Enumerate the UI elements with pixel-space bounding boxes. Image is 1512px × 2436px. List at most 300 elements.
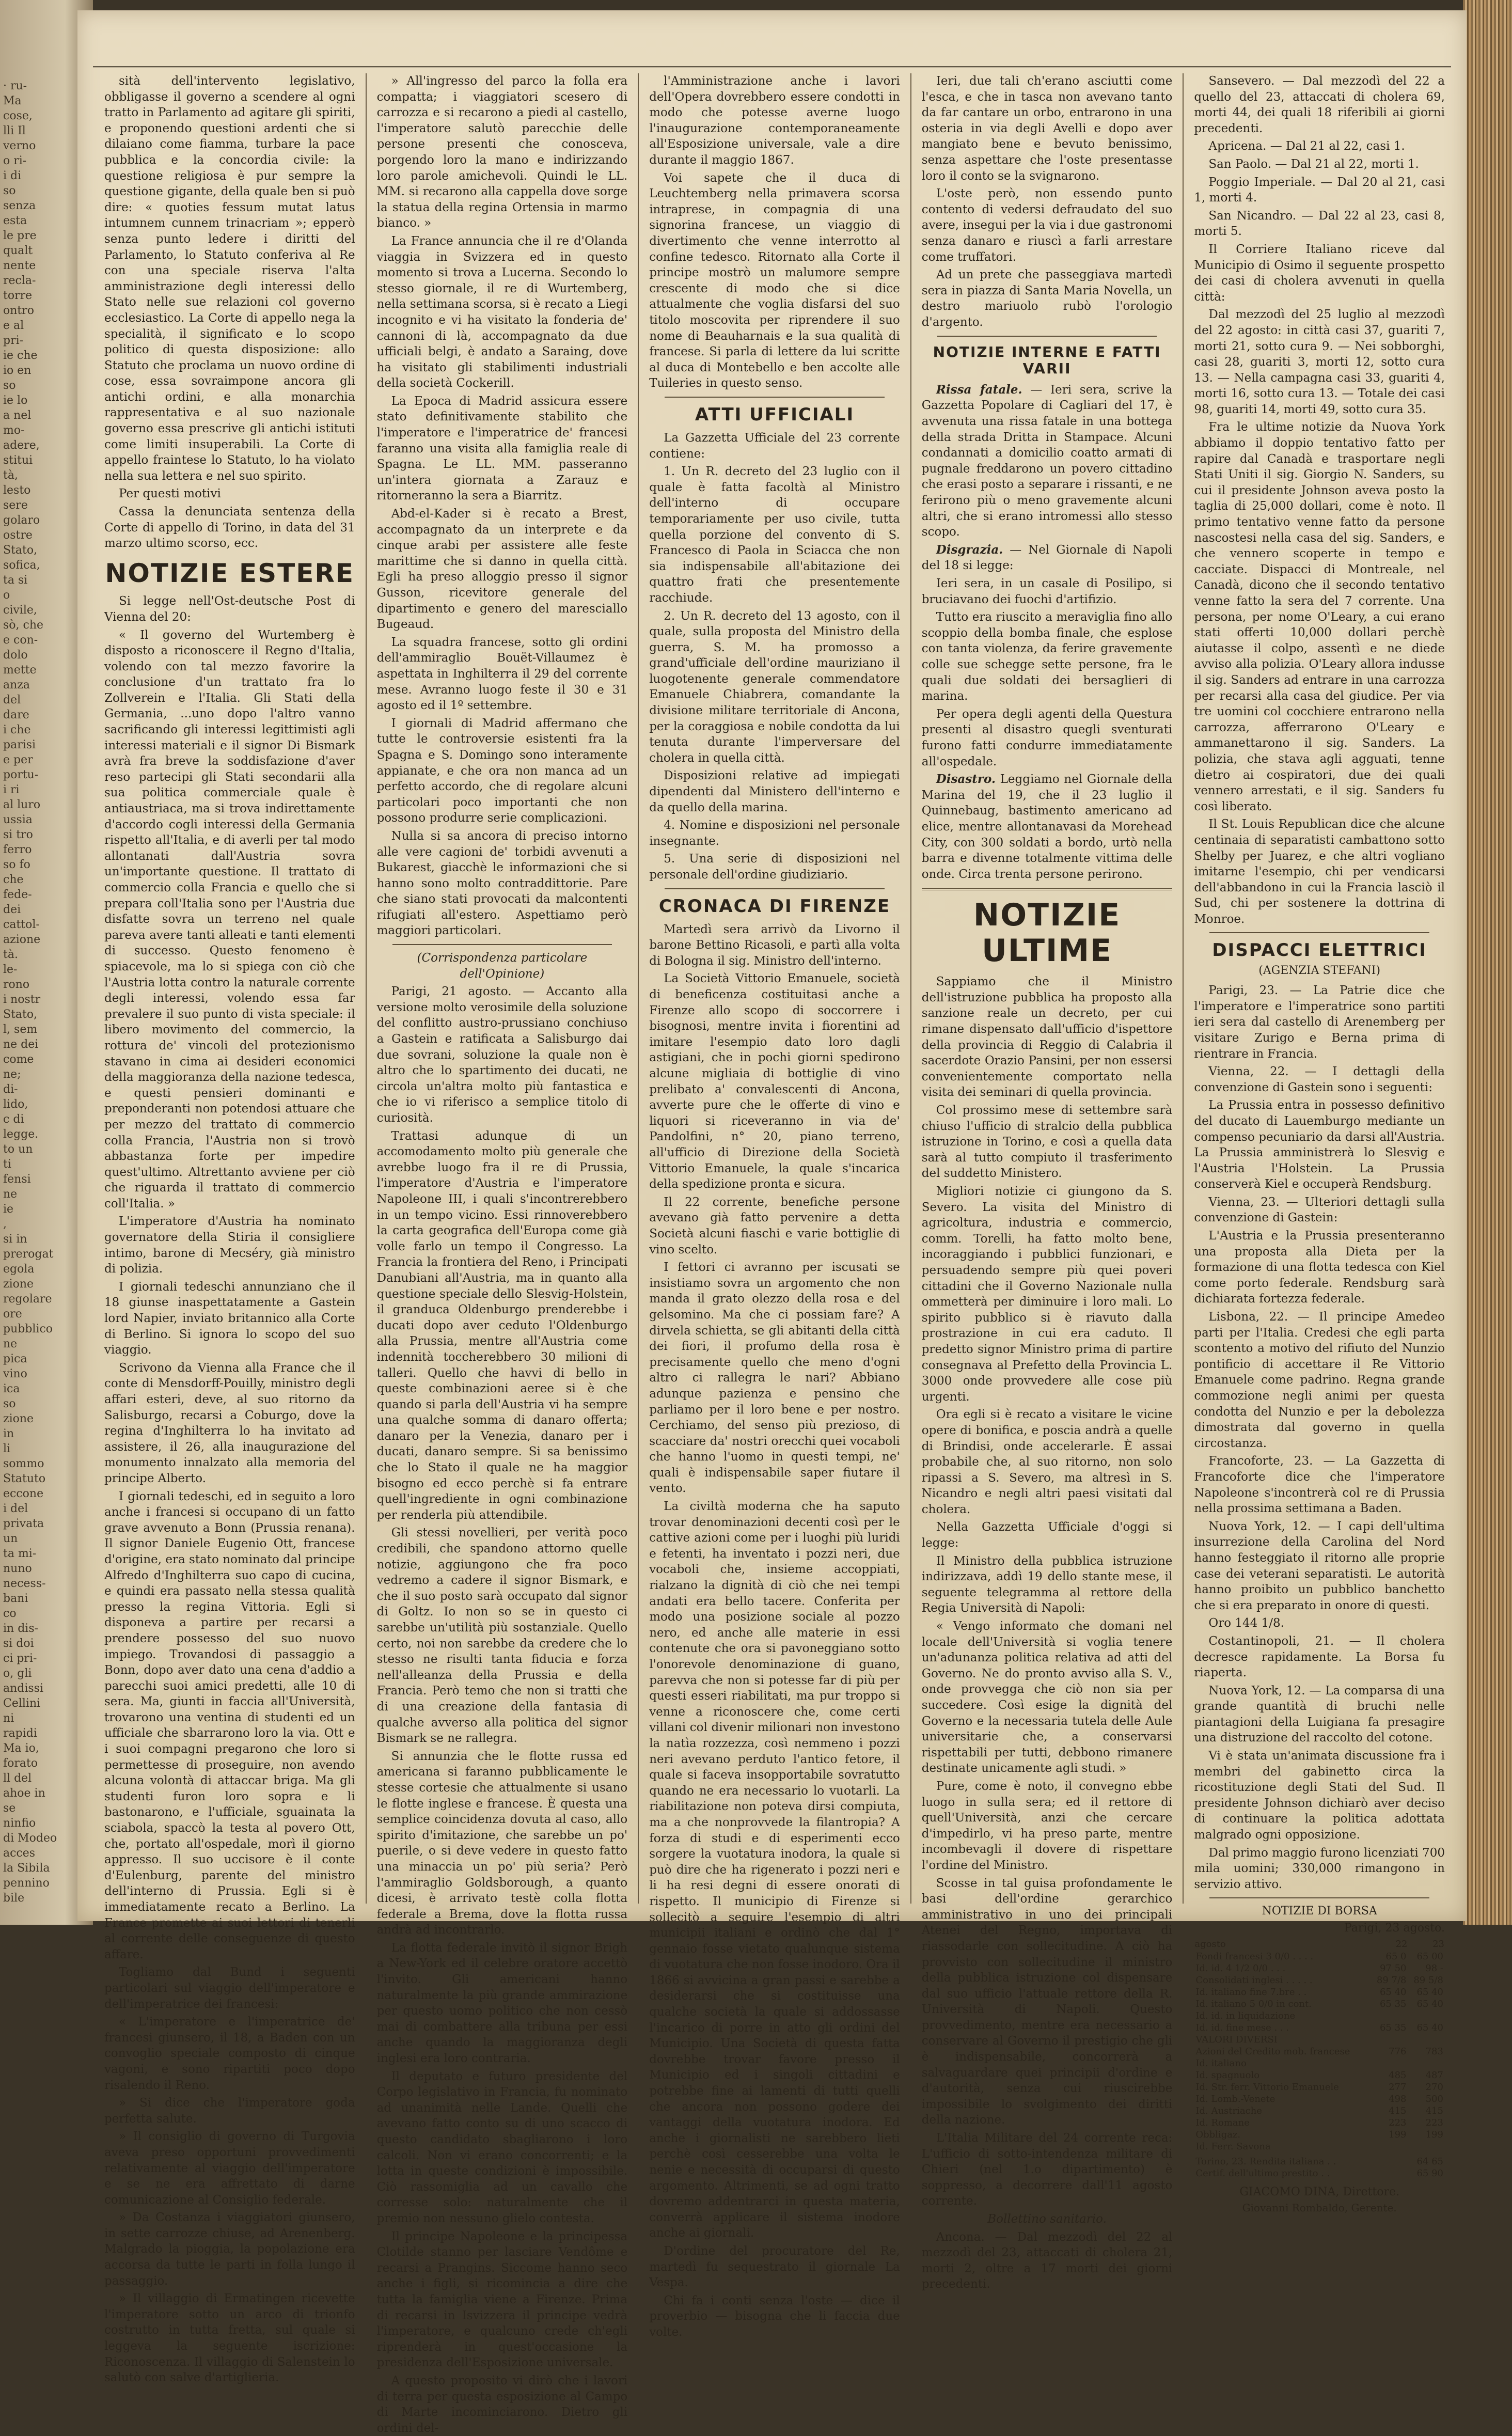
adjacent-page-fragment: mo- — [3, 424, 25, 437]
borsa-value: 223 — [1425, 2117, 1443, 2128]
adjacent-page-fragment: mette — [3, 664, 37, 677]
paragraph-body: — Ieri sera, scrive la Gazzetta Popolare di Cagliari del 17, è avvenuta una rissa fatale in una bottega della strada Dritta in Stampace. Alcuni condannati a domicilio coatto armati di pugnale freddarono un povero cittadino che erasi posto a separare i rissanti, e ne ferirono più o meno gravemente alcuni altri, che si erano intromessi allo stesso scopo. — [921, 383, 1173, 539]
article-paragraph — [922, 576, 1173, 607]
borsa-value: 270 — [1425, 2081, 1443, 2093]
separator — [665, 397, 885, 398]
article-paragraph: Il Corriere Italiano riceve dal Municipio di Osimo il seguente prospetto dei casi di cholera avvenuti in quella città: — [1194, 242, 1445, 304]
adjacent-page-fragment: ne; — [3, 1068, 21, 1081]
adjacent-page-fragment: di Modeo — [3, 1832, 57, 1845]
col2-text-b — [377, 984, 628, 2436]
col3-text-a — [649, 73, 900, 391]
article-paragraph: Ora egli si è recato a visitare le vicine opere di bonifica, e poscia andrà a quelle di Brindisi, onde accelerarle. È assai probabile che, al suo ritorno, non solo ripassi a S. Severo, ma altresì in S. Nicandro e negli altri paesi visitati dal cholera. — [921, 1408, 1173, 1516]
borsa-row — [1194, 2010, 1445, 2022]
borsa-label: Id. id. 4 1/2 0/0 . . . — [1195, 1962, 1286, 1974]
adjacent-page-fragment: regolare — [3, 1293, 52, 1306]
article-paragraph: « Vengo informato che domani nel locale dell'Università si voglia tenere un'adunanza politica relativa ad atti del Governo. Ne do pronto avviso alla S. V., onde provvegga che ciò non sia per succedere. Così esige la dignità del Governo e la necessaria tutela delle Aule universitarie che, a conservarsi rispettabili per tutti, debbono rimanere destinate unicamente agli studi. » — [921, 1620, 1173, 1775]
col2-text-a — [377, 73, 628, 939]
adjacent-page-fragment: la Sibila — [3, 1862, 50, 1875]
article-paragraph: L'Italia Militare del 24 corrente reca: L'ufficio di sotto-intendenza militare di Chieri (nel 1.o dipartimento) è soppresso, a decorrere dall'11 agosto corrente. — [921, 2131, 1173, 2208]
adjacent-page-fragment: pennino — [3, 1877, 50, 1890]
article-paragraph — [922, 706, 1173, 769]
adjacent-page-fragment: ie lo — [3, 394, 28, 407]
adjacent-page-fragment: ne — [3, 1188, 18, 1201]
separator — [665, 888, 885, 889]
article-paragraph — [922, 382, 1173, 540]
article-paragraph: Sansevero. — Dal mezzodì del 22 a quello del 23, attaccati di cholera 69, morti 44, dei quali 18 riferibili ai giorni precedenti. — [1194, 74, 1445, 135]
article-paragraph: Scrivono da Vienna alla France che il conte di Mensdorff-Pouilly, ministro degli affari esteri, deve, al suo ritorno da Salisburgo, recarsi a Coburgo, dove la regina d'Inghilterra lo ha invitato ad assistere, il 26, alla inaugurazione del monumento innalzato alla memoria del principe Alberto. — [104, 1361, 355, 1485]
article-paragraph: Parigi, 21 agosto. — Accanto alla versione molto verosimile della soluzione del conflitto austro-prussiano conchiuso a Gastein e ratificata a Salisburgo dai due sovrani, soluzione la quale non è altro che lo spartimento dei ducati, ne circola un'altra molto più fantastica e che io vi riferisco a semplice titolo di curiosità. — [376, 985, 628, 1125]
article-paragraph: I fettori ci avranno per iscusati se insistiamo sovra un argomento che non manda il grato olezzo della rosa e del gelsomino. Ma che ci possiam fare? A dirvela schietta, se gli abitanti della città dei fiori, il profumo della rosa è precisamente quello che meno d'ogni altro ci rallegra le nari? Abbiano adunque pazienza e pensino che parliamo per il loro bene e per nostro. Cerchiamo, del senso più prezioso, di scacciare da' nostri orecchi quei vocaboli che hanno l'uomo in questi tempi, ne' quali è indispensabile saper fiutare il vento. — [649, 1261, 900, 1496]
borsa-header: agosto — [1194, 1938, 1226, 1950]
adjacent-page-fragment: fensi — [3, 1173, 31, 1186]
borsa-label: Id. id. in liquidazione — [1195, 2010, 1296, 2021]
article-paragraph: « Il governo del Wurtemberg è disposto a riconoscere il Regno d'Italia, volendo con tal mezzo favorire la conclusione d'un trattato fra lo Zollverein e l'Italia. Gli Stati della Germania, ...uno dopo l'altro vanno sacrificando gli interessi legittimisti agli interessi materiali e il signor Di Bismark avrà fra breve la soddisfazione d'aver reso partecipi gli Stati secondarii alla sua politica commerciale quale è antiaustriaca, ma si trova indirettamente d'accordo cogli interessi della Germania rispetto all'Italia, e di averli per tal modo allontanati dall'Austria sovra un'importante questione. Il trattato di commercio colla Francia e quello che si prepara coll'Italia sono per l'Austria due disfatte sovra un terreno nel quale pareva avere tanti alleati e tanti elementi di successo. Questo fenomeno è spiacevole, ma lo si spiega con ciò che l'Austria lotta contro la naturale corrente degli interessi, volendo essa far prevalere il suo punto di vista speciale: il libero movimento del commercio, la rottura de' vincoli del protezionismo stavano in cima ai desideri economici della maggioranza della nazione tedesca, e questi pensieri dominanti e preponderanti non potendosi attuare che per mezzo del trattato di commercio colla Francia, l'Austria non si trovò abbastanza forte per impedire quest'ultimo. Altrettanto avviene per ciò che riguarda il trattato di commercio coll'Italia. » — [104, 628, 355, 1211]
adjacent-page-fragment: se — [3, 1802, 16, 1815]
adjacent-page-fragment: , — [3, 1218, 7, 1231]
dispatch-paragraph: Oro 144 1/8. — [1208, 1616, 1284, 1630]
paragraph-body: — Nel Giornale di Napoli del 18 si legge: — [921, 543, 1173, 573]
borsa-row — [1194, 2081, 1445, 2093]
adjacent-page-fragment: ostre — [3, 529, 33, 542]
borsa-label: Azioni del Credito mob. francese — [1195, 2046, 1350, 2057]
adjacent-page-fragment: parisi — [3, 738, 36, 751]
adjacent-page-fragment: esta — [3, 214, 27, 227]
adjacent-page-fragment: co — [3, 1607, 17, 1620]
adjacent-page-fragment: ie — [3, 1203, 14, 1216]
borsa-label: Id. italiano fine 7.bre . . — [1195, 1986, 1307, 1998]
article-paragraph: Ieri, due tali ch'erano asciutti come l'esca, e che in tasca non avevano tanto da far cantare un orbo, entrarono in una osteria in via degli Avelli e dopo aver mangiato bene e bevuto benissimo, senza aspettare che l'oste presentasse loro il conto se la svignarono. — [921, 74, 1173, 183]
article-paragraph: sità dell'intervento legislativo, obbligasse il governo a scendere al ogni tratto in Parlamento ad agitare gli spiriti, e proponendo questioni ardenti che si dilaiano come fiamma, turbare la pace pubblica e la concordia civile: la questione religiosa è pur sempre la questione gigante, della quale ben si può dire: « quoties fessum mutat latus intumnem cunnem trinacriam »; epperò senza punto ledere i diritti del Parlamento, lo Statuto conferiva al Re con una speciale riserva l'alta amministrazione degli interessi dello Stato nelle sue relazioni col governo ecclesiastico. La Corte di appello nega la specialità, il significato e lo scopo politico di questa disposizione: allo Statuto che proclama un nuovo ordine di cose, essa sovraimpone ancora gli antichi ordini, e alla monarchia rappresentativa e al suo nazionale governo essa prescrive gli antichi istituti come limiti insuperabili. La Corte di appello fraintese lo Statuto, lo ha violato nella sua lettera e nel suo spirito. — [104, 74, 355, 483]
dispatch-paragraph: L'Austria e la Prussia presenteranno una proposta alla Dieta per la formazione di una flotta tedesca con Kiel come porto federale. Rendsburg sarà dichiarata fortezza federale. — [1194, 1229, 1445, 1306]
column-5 — [1184, 73, 1455, 2214]
borsa-value: 65 00 — [1416, 1951, 1443, 1962]
adjacent-page-fragment: portu- — [3, 768, 39, 781]
separator — [1209, 932, 1429, 933]
article-paragraph: La France annuncia che il re d'Olanda viaggia in Svizzera ed in questo momento si trova a Lucerna. Secondo lo stesso giornale, il re di Wurtemberg, nella settimana scorsa, si è recato a Liegi incognito e vi ha visitato la fonderia de' cannoni di là, accompagnato da due ufficiali belgi, è andato a Saraing, dove ha visitato gli stabilimenti industriali della società Cockerill. — [376, 234, 628, 390]
borsa-label: Obbligaz. — [1195, 2129, 1241, 2140]
article-paragraph: La squadra francese, sotto gli ordini dell'ammiraglio Bouët-Villaumez è aspettata in Inghilterra il 29 del corrente mese. Avranno luogo feste il 30 e 31 agosto ed il 1º settembre. — [376, 635, 628, 713]
borsa-row — [1194, 1962, 1445, 1974]
bollettino-title: Bollettino sanitario. — [987, 2212, 1107, 2226]
adjacent-page-fragment: in dis- — [3, 1622, 39, 1635]
dispatch-paragraph: Nuova York, 12. — La comparsa di una grande quantità di bruchi nelle piantagioni della Luigiana fa presagire una distruzione del raccolto del cotone. — [1194, 1684, 1445, 1745]
borsa-label: Certif. dell'ultimo prestito . . — [1195, 2167, 1330, 2179]
borsa-row — [1194, 2129, 1445, 2141]
article-paragraph — [922, 542, 1173, 574]
adjacent-page-fragment: i del — [3, 1502, 28, 1515]
article-paragraph: » Il consiglio di governo di Turgovia aveva preso opportuni provvedimenti relativamente al viaggio dell'imperatore e se ne era affrettato di darne comunicazione al Consiglio federale. — [104, 2130, 355, 2207]
article-paragraph: » All'ingresso del parco la folla era compatta; i viaggiatori scesero di carrozza e si recarono a piedi al castello, l'imperatore salutò parecchie delle persone presenti che conosceva, porgendo loro la mano e indirizzando loro parole amichevoli. Quindi le LL. MM. si recarono alla cappella dove sorge la statua della regina Ortensia in marmo bianco. » — [376, 74, 628, 230]
adjacent-page-fragment: ta mi- — [3, 1547, 37, 1560]
borsa-label: Id. Ferr. Savona — [1195, 2141, 1271, 2152]
article-paragraph: Sappiamo che il Ministro dell'istruzione pubblica ha proposto alla sanzione reale un decreto, per cui rimane dispensato dall'ufficio d'ispettore della provincia di Reggio di Calabria il sacerdote Orazio Pansini, per non essersi convenientemente comportato nella visita dei seminari di quella provincia. — [921, 975, 1173, 1099]
article-paragraph: Fra le ultime notizie da Nuova York abbiamo il doppio tentativo fatto per rapire dal Canadà e trasportare negli Stati Uniti il sig. Giorgio N. Sanders, su cui il presidente Johnson aveva posto la taglia di 25,000 dollari, come è noto. Il primo tentativo venne fatto da persone nascostesi nella casa del sig. Sanders, e che vennero scoperte in tempo e cacciate. Dispacci di Montreale, nel Canadà, dicono che il secondo tentativo venne fatto la sera del 7 corrente. Una persona, per nome O'Leary, a cui erano stati offerti 10,000 dollari perchè aiutasse il colpo, assentì e ne diede avviso alla polizia. O'Leary allora indusse il sig. Sanders ad entrare in una carrozza per recarsi alla casa del giudice. Per via tre uomini col cocchiere entrarono nella carrozza, afferrarono O'Leary e ammanettarono il sig. Sanders. La polizia, che stava agli agguati, tenne dietro ai cospiratori, due dei quali vennero arrestati, e il sig. Sanders fu così liberato. — [1194, 420, 1445, 813]
adjacent-page-fragment: necess- — [3, 1577, 46, 1590]
adjacent-page-fragment: Cellini — [3, 1697, 41, 1710]
borsa-row — [1194, 2069, 1445, 2081]
article-paragraph — [922, 772, 1173, 882]
article-paragraph: « L'imperatore e l'imperatrice de' francesi giunsero, il 18, a Baden con un convoglio speciale composto di cinque vagoni, e sono ripartiti poco dopo risalendo il Reno. — [104, 2015, 355, 2092]
heading-notizie-estere: NOTIZIE ESTERE — [105, 558, 355, 588]
adjacent-page-fragment: ninfio — [3, 1817, 36, 1830]
adjacent-page-fragment: ne — [3, 1338, 18, 1350]
borsa-value: 498 — [1389, 2093, 1407, 2104]
article-paragraph: La Gazzetta Ufficiale del 23 corrente contiene: — [649, 431, 900, 461]
borsa-value: 500 — [1425, 2093, 1443, 2104]
borsa-value: 98 - — [1425, 1962, 1443, 1974]
borsa-label: Id. Lomb.-Venete — [1195, 2093, 1275, 2104]
agency-name: (AGENZIA STEFANI) — [1258, 964, 1381, 977]
adjacent-page-fragment: c di — [3, 1113, 24, 1126]
article-paragraph: Il Ministro della pubblica istruzione indirizzava, addì 19 dello stante mese, il seguente telegramma al rettore della Regia Università di Napoli: — [921, 1554, 1173, 1615]
adjacent-page-fragment: sommo — [3, 1457, 44, 1470]
adjacent-page-fragment: sofica, — [3, 559, 40, 572]
borsa-value: 199 — [1389, 2129, 1407, 2140]
borsa-label: Id. Austriache — [1195, 2105, 1262, 2116]
adjacent-page-fragment: si tro — [3, 828, 33, 841]
adjacent-page-fragment: anza — [3, 679, 30, 691]
borsa-value: 64 65 — [1416, 2156, 1443, 2167]
borsa-label: VALORI DIVERSI — [1195, 2034, 1278, 2045]
borsa-value: 223 — [1389, 2117, 1407, 2128]
adjacent-page-fragment: un — [3, 1532, 18, 1545]
director-signature: GIACOMO DINA, Direttore. — [1239, 2185, 1400, 2198]
adjacent-page-fragment: in — [3, 1427, 14, 1440]
adjacent-page-fragment: ne dei — [3, 1038, 39, 1051]
article-paragraph: Dal mezzodì del 25 luglio al mezzodì del 22 agosto: in città casi 37, guariti 7, morti 21, sotto cura 9. — Nei sobborghi, casi 28, guariti 3, morti 12, sotto cura 13. — Nella campagna casi 33, guariti 4, morti 16, sotto cura 13. — Totale dei casi 98, guariti 14, morti 49, sotto cura 35. — [1194, 308, 1445, 416]
adjacent-page-fragment: qualt — [3, 244, 33, 257]
adjacent-page-fragment: ica — [3, 1382, 20, 1395]
adjacent-page-fragment: cose, — [3, 109, 33, 122]
borsa-row — [1194, 1951, 1445, 1962]
adjacent-page-fragment: recla- — [3, 274, 36, 287]
borsa-value: 415 — [1389, 2105, 1407, 2116]
adjacent-page-fragment: ti — [3, 1158, 15, 1171]
article-paragraph: I giornali di Madrid affermano che tutte le controversie esistenti fra la Spagna e S. Domingo sono interamente appianate, e che ora non manca ad un perfetto accordo, che di regolare alcuni particolari poco importanti che non possono produrre serie complicazioni. — [376, 716, 628, 825]
adjacent-page-fragment: to un — [3, 1143, 33, 1156]
adjacent-page-fragment: verno — [3, 139, 36, 152]
borsa-label: Fondi francesi 3 0/0 . . . . — [1195, 1951, 1314, 1962]
borsa-value: 415 — [1425, 2105, 1443, 2116]
borsa-value — [1408, 2034, 1444, 2046]
article-paragraph: Poggio Imperiale. — Dal 20 al 21, casi 1, morti 4. — [1194, 175, 1445, 205]
article-paragraph: L'imperatore d'Austria ha nominato governatore della Stiria il consigliere intimo, barone di Mecséry, già ministro di polizia. — [104, 1215, 355, 1276]
adjacent-page-fragment: acces — [3, 1847, 36, 1860]
heading-cronaca-firenze: CRONACA DI FIRENZE — [658, 895, 891, 917]
dispatch-paragraph: Parigi, 23. — La Patrie dice che l'imperatore e l'imperatrice sono partiti ieri sera dal castello di Arenemberg per visitare Zurigo e Berna prima di rientrare in Francia. — [1194, 984, 1445, 1061]
adjacent-page-fragment: so — [3, 184, 16, 197]
paragraph-body: Per opera degli agenti della Questura presenti al disastro quegli sventurati furono fatti condurre immediatamente all'ospedale. — [921, 707, 1173, 768]
adjacent-page-fragment: e con- — [3, 634, 38, 647]
adjacent-page-fragment: so fo — [3, 858, 30, 871]
article-paragraph — [922, 609, 1173, 704]
article-paragraph: Disposizioni relative ad impiegati dipendenti dal Ministero dell'interno e da quello della marina. — [649, 769, 900, 814]
article-paragraph: Il deputato e futuro presidente del Corpo legislativo in Francia, fu nominato ad unanimità nelle Lande. Quelli che avevano fatto conto su di uno scacco di questo candidato sbagliarono i loro calcoli. Non vi erano concorrenti; e la lotta in queste condizioni è impossibile. Ciò rassomiglia ad un cavallo che corresse solo: naturalmente che il premio non nessuno glielo contesta. — [376, 2069, 628, 2225]
adjacent-page-fragment: vino — [3, 1368, 27, 1380]
columns — [94, 73, 1455, 2435]
adjacent-page-fragment: sò, che — [3, 619, 44, 632]
article-paragraph: I giornali tedeschi annunziano che il 18 giunse inaspettatamente a Gastein lord Napier, inviato britannico alla Corte di Berlino. Si ignora lo scopo del suo viaggio. — [104, 1280, 355, 1357]
col4-interne-text — [922, 382, 1173, 882]
col5-dispacci-text — [1194, 983, 1445, 1892]
paragraph-body: Ieri sera, in un casale di Posilipo, si bruciavano dei fuochi d'artifizio. — [921, 577, 1173, 606]
article-paragraph: Martedì sera arrivò da Livorno il barone Bettino Ricasoli, e partì alla volta di Bologna il sig. Ministro dell'interno. — [649, 922, 900, 968]
article-paragraph: Migliori notizie ci giungono da S. Severo. La visita del Ministro di agricoltura, industria e commercio, comm. Torelli, ha fatto molto bene, incoraggiando i pubblici funzionari, e persuadendo sempre più quei poveri cittadini che il Governo Nazionale nulla ommetterà per diminuire i loro mali. Lo spirito pubblico si è riavuto dalla prostrazione in cui era caduto. Il predetto signor Ministro prima di partire consegnava al Prefetto della Provincia L. 3000 onde provvedere alle cose più urgenti. — [921, 1185, 1173, 1404]
separator — [1209, 1897, 1429, 1898]
adjacent-page-fragment: i ri — [3, 783, 20, 796]
column-4 — [911, 73, 1184, 2291]
adjacent-page-fragment: golaro — [3, 514, 40, 527]
adjacent-page-fragment: e per — [3, 753, 33, 766]
adjacent-page-fragment: eccone — [3, 1487, 44, 1500]
adjacent-page-fragment: · ru- — [3, 80, 27, 92]
heading-notizie-ultime: NOTIZIE ULTIME — [973, 897, 1121, 969]
adjacent-page-fragment: ussia — [3, 813, 33, 826]
borsa-row — [1194, 2141, 1445, 2152]
borsa-date: Parigi, 23 agosto. — [1344, 1922, 1445, 1935]
article-paragraph: Scosse in tal guisa profondamente le basi dell'ordine gerarchico amministrativo in uno dei principali Atenei del Regno, importava di riassodarle con sollecitudine. A ciò ha provvisto con sollecitudine il ministro della pubblica istruzione col dispensare dal suo ufficio l'attuale rettore della R. Università di Napoli. Questo provvedimento, mentre era necessario a conservare al Governo il prestigio che gli è indispensabile, concorrerà a salvaguardare quei principii d'ordine e d'autorità, senza cui riuscirebbe impossibile lo svolgimento dei diritti della nazione. — [921, 1876, 1173, 2127]
borsa-value: 89 5/8 — [1413, 1974, 1443, 1986]
article-paragraph: San Paolo. — Dal 21 al 22, morti 1. — [1208, 157, 1419, 171]
adjacent-page-fragment: o — [3, 589, 10, 602]
article-paragraph: Il principe Napoleone e la principessa Clotilde stanno per lasciare Vendôme e recarsi a Prangins. Siccome hanno seco anche i figli, si ricomincia a dire che tutta la famiglia viene a Firenze. Prima di recarsi in Isvizzera il principe vedrà l'imperatore, e qualcuno crede ch'egli riprenderà in quest'occasione la presidenza dell'Esposizione universale. — [376, 2229, 628, 2370]
book-binding-edge — [1463, 0, 1512, 1925]
borsa-label: Id. Romane — [1195, 2117, 1250, 2128]
adjacent-page-fragment: cattol- — [3, 918, 40, 931]
adjacent-page-fragment: si in — [3, 1233, 27, 1246]
dispatch-paragraph: Vi è stata un'animata discussione fra i membri del gabinetto circa la ricostituzione degli Stati del Sud. Il presidente Johnson dichiarò aver deciso di continuare la politica adottata malgrado ogni opposizione. — [1194, 1749, 1445, 1842]
adjacent-page-fragment: bile — [3, 1892, 25, 1905]
adjacent-page-fragment: dei — [3, 903, 21, 916]
article-paragraph: 5. Una serie di disposizioni nel personale dell'ordine giudiziario. — [649, 852, 900, 882]
heading-atti-ufficiali: ATTI UFFICIALI — [695, 404, 855, 425]
adjacent-page-fragment: le- — [3, 963, 18, 976]
borsa-row — [1194, 2117, 1445, 2129]
article-paragraph: Il St. Louis Republican dice che alcune centinaia di separatisti cambattono sotto Shelby per Juarez, e che altri vogliano imitarne l'esempio, chi per vendicarsi dell'abbandono in cui la Francia lasciò il Sud, chi per sostenere la dottrina di Monroe. — [1194, 818, 1445, 926]
adjacent-page-fragment: so — [3, 1397, 16, 1410]
article-paragraph: Si legge nell'Ost-deutsche Post di Vienna del 20: — [104, 594, 355, 624]
article-paragraph: Il 22 corrente, benefiche persone avevano già fatto pervenire a detta Società alcuni fiaschi e varie bottiglie di vino scelto. — [649, 1195, 900, 1256]
borsa-value: 97 50 — [1379, 1962, 1407, 1974]
adjacent-page-fragment: ni — [3, 1712, 14, 1725]
adjacent-page-fragment: bani — [3, 1592, 28, 1605]
adjacent-page-fragment: azione — [3, 933, 41, 946]
borsa-value: 65 35 — [1379, 1998, 1407, 2009]
article-paragraph: I giornali tedeschi, ed in seguito a loro anche i francesi si occupano di un fatto grave avvenuto a Bonn (Prussia renana). Il signor Daniele Eugenio Ott, francese d'origine, era stato nominato dal principe Alfredo d'Inghilterra suo capo di cucina, e quindi era passato nella stessa qualità presso la regina Vittoria. Egli si disponeva a partire per recarsi a prendere possesso del suo nuovo impiego. Trovandosi di passaggio a Bonn, dopo aver dato una cena d'addio a parecchi suoi amici predetti, alle 10 di sera. Ma, giunti in faccia all'Università, trovarono una ventina di studenti ed un ufficiale che sbarrarono loro la via. Ott e i suoi compagni pregarono che loro si permettesse di proseguire, non avendo alcuna volontà di attaccar briga. Ma gli studenti furon loro sopra e li bastonarono, e l'ufficiale, sguainata la sciabola, spaccò la testa al povero Ott, che, portato all'ospedale, morì il giorno appresso. Il suo uccisore è il conte d'Eulenburg, parente del ministro dell'interno di Prussia. Egli si è immediatamente recato a Berlino. La France promette ai suoi lettori di tenerli al corrente delle conseguenze di questo affare. — [104, 1489, 355, 1961]
col1-estere-text — [104, 593, 355, 2386]
borsa-value — [1371, 2057, 1408, 2069]
borsa-label: Id. italiano 5 0/0 in cont. — [1195, 1998, 1312, 2009]
adjacent-page-fragment: ll del — [3, 1772, 32, 1785]
borsa-row — [1194, 1974, 1445, 1986]
article-paragraph: La civiltà moderna che ha saputo trovar denominazioni decenti così per le cattive azioni come per i luoghi più luridi e fetenti, ha inventato i pozzi neri, due vocaboli che, insieme accoppiati, rialzano la dignità di ciò che nei tempi andati era bello tacere. Conferita per modo una posizione sociale al pozzo nero, ed anche alle materie in essi contenute che ora si pavoneggiano sotto l'onorevole denominazione di guano, parevva che non si potesse far di più per questi esseri riabilitati, ma pur troppo si venne a riconoscere che, come certi villani col divenir milionari non investono la natìa rozzezza, così nemmeno i pozzi neri avevano perduto l'antico fetore, il quale si faceva insopportabile sovratutto quando ne era necessario lo vuotarli. La riabilitazione non poteva dirsi compiuta, ma a che nonprovvede la filantropia? A forza di studi e di esperimenti ecco sorgere la vuotatura inodora, la quale si può dire che ha rigenerato i pozzi neri e li ha resi degni di essere onorati di rispetto. Il municipio di Firenze si sollecitò a seguire l'esempio di altri municipii italiani e ordinò che dal 1° gennaio fosse vietato qualunque sistema di vuotatura che non fosse inodoro. Ora il 1866 si avvicina a gran passi e sarebbe a desiderarsi che si costituisse una qualche società la quale si addossasse l'incarico di porre in atto gli ordini del Municipio. Una Società di questa fatta dovrebbe trovar favore presso il Municipio ed i singoli cittadini e potrebbe fine ai lamenti di tutti quelli che ancora non possono godere dei vantaggi della vuotatura inodora. Ed anche i giornalisti ne sarebbero lieti perchè così cesserebbe una volta le nenie e necessità di occuparsi di questo argomento. Altrimenti, se ad ogni tratto dovremo addentrarci in questa materia, converrà applicare il sistema inodore anche ai giornali. — [649, 1500, 900, 2240]
correspondence-title: (Corrispondenza particolare dell'Opinione) — [417, 951, 588, 981]
article-paragraph: » Il villaggio di Ermatingen ricevette l'imperatore sotto un arco di trionfo costrutto in tutta fretta, sul quale si leggeva la seguente iscrizione: Riconoscenza. Il villaggio di Salenstein lo salutò con salve d'artiglieria. — [104, 2292, 355, 2385]
adjacent-page-fragment: lido, — [3, 1098, 28, 1111]
borsa-label: Id. Str. ferr. Vittorio Emanuele — [1195, 2081, 1339, 2093]
col3-cronaca-text — [649, 922, 900, 2340]
adjacent-page-fragment: so — [3, 379, 16, 392]
adjacent-page-fragment: Ma io, — [3, 1742, 39, 1755]
borsa-value: 487 — [1425, 2069, 1443, 2081]
article-paragraph: Gli stessi novellieri, per verità poco credibili, che spandono attorno quelle notizie, aggiungono che fra poco vedremo a cadere il signor Bismark, e che il suo posto sarà occupato dal signor di Goltz. Io non so se in questo ci sarebbe un'utilità più sostanziale. Quello certo, noi non sarebbe da credere che lo stesso ne risulti tanta fiducia e forza nell'alleanza della Prussia e della Francia. Però temo che non si tratti che di una creazione della fantasia di qualche avverso alla politica del signor Bismark se ne rallegra. — [376, 1526, 628, 1746]
borsa-value — [1408, 2057, 1444, 2069]
adjacent-page-fragment: i nostr — [3, 993, 41, 1006]
borsa-value: 65 90 — [1416, 2167, 1443, 2179]
adjacent-page-fragment: lli Il — [3, 124, 26, 137]
col1-top-text — [104, 73, 355, 552]
adjacent-page-fragment: tà, — [3, 469, 18, 482]
article-paragraph: Chi fa i conti senza l'oste — dice il proverbio — bisogna che li faccia due volte. — [649, 2293, 900, 2339]
col4-ultime-text — [922, 974, 1173, 2209]
borsa-value: 776 — [1389, 2046, 1407, 2057]
borsa-header: 23 — [1432, 1938, 1444, 1950]
borsa-value: 65 0 — [1385, 1951, 1407, 1962]
heading-dispacci-elettrici: DISPACCI ELETTRICI — [1212, 940, 1427, 961]
adjacent-page-fragment: di- — [3, 1083, 18, 1096]
borsa-value: 65 40 — [1416, 2022, 1443, 2033]
col4-text-a — [922, 73, 1173, 331]
run-in-title: Rissa fatale. — [936, 382, 1022, 397]
dispatch-paragraph: La Prussia entra in possesso definitivo del ducato di Lauemburgo mediante un compenso pecuniario da darsi all'Austria. La Prussia amministrerà lo Slesvig e l'Austria l'Holstein. La Prussia conserverà Kiel e occuperà Rendsburg. — [1194, 1098, 1445, 1191]
adjacent-page-fragment: Stato, — [3, 544, 38, 557]
adjacent-page-fragment: senza — [3, 199, 36, 212]
adjacent-page-fragment: a nel — [3, 409, 32, 422]
adjacent-page-fragment: o ri- — [3, 154, 27, 167]
article-paragraph: Togliamo dal Bund i seguenti particolari sul viaggio dell'imperatore e dell'imperatrice dei francesi: — [104, 1966, 355, 2011]
adjacent-page-fragment: zione — [3, 1412, 34, 1425]
adjacent-page-fragment: prerogat — [3, 1248, 54, 1261]
article-paragraph: La Epoca di Madrid assicura essere stato definitivamente stabilito che l'imperatore e l'imperatrice de' francesi faranno una visita alla famiglia reale di Spagna. Le LL. MM. passeranno un'intera giornata a Zarauz e ritorneranno la sera a Biarritz. — [376, 394, 628, 503]
article-paragraph: Si annunzia che le flotte russa ed americana si faranno pubblicamente le stesse cortesie che attualmente si usano le flotte inglese e francese. È questa una semplice coincidenza dovuta al caso, allo spirito d'imitazione, che sarebbe un po' puerile, o si deve vedere in questo fatto una minaccia un po' più seria? Però l'ammiraglio Goldsborough, a quanto dicesi, è arrivato testè colla flotta federale a Brema, dove la flotta russa andrà ad incontrarlo. — [376, 1749, 628, 1937]
col3-atti-text — [649, 430, 900, 883]
top-rule — [93, 66, 1451, 68]
adjacent-page-fragment: lesto — [3, 484, 31, 497]
borsa-value: 65 40 — [1416, 1998, 1443, 2009]
borsa-value: 65 40 — [1379, 1986, 1407, 1998]
adjacent-page-fragment: civile, — [3, 604, 37, 617]
adjacent-page-fragment: forato — [3, 1757, 38, 1770]
article-paragraph: l'Amministrazione anche i lavori dell'Opera dovrebbero essere condotti in modo che potesse averne luogo l'inaugurazione contemporaneamente all'Esposizione universale, vale a dire durante il maggio 1867. — [649, 74, 900, 167]
article-paragraph: 4. Nomine e disposizioni nel personale insegnante. — [649, 819, 900, 848]
adjacent-page-fragment: che — [3, 873, 24, 886]
adjacent-page-fragment: andissi — [3, 1682, 44, 1695]
adjacent-page-fragment: legge. — [3, 1128, 39, 1141]
article-paragraph: Ad un prete che passeggiava martedì sera in piazza di Santa Maria Novella, un destro mariuolo rubò l'orologio d'argento. — [921, 268, 1173, 329]
adjacent-page-fragment: privata — [3, 1517, 44, 1530]
borsa-value — [1371, 2010, 1408, 2022]
borsa-row — [1194, 2167, 1445, 2179]
column-1 — [94, 73, 367, 2385]
article-paragraph: Voi sapete che il duca di Leuchtemberg nella primavera scorsa intraprese, in compagnia di una signorina francese, un viaggio di divertimento che venne interrotto al confine tedesco. Ritornato alla Corte il principe mostrò un malumore sempre crescente di modo che si dice attualmente che voglia disfarsi del suo titolo moscovita per riprendere il suo nome di Beauharnais e la sua qualità di francese. Si parla di lettere da lui scritte al duca di Montebello e ben accolte alle Tuileries in questo senso. — [649, 171, 900, 390]
article-paragraph: 1. Un R. decreto del 23 luglio con il quale è fatta facoltà al Ministro dell'interno di occupare temporariamente per uso civile, tutta quella porzione del convento di S. Francesco di Paola in Sciacca che non sia indispensabile all'abitazione dei quattro frati che presentemente racchiude. — [649, 465, 900, 605]
adjacent-page-fragment: al luro — [3, 798, 41, 811]
article-paragraph: San Nicandro. — Dal 22 al 23, casi 8, morti 5. — [1194, 209, 1445, 239]
borsa-row — [1194, 2057, 1445, 2069]
dispatch-paragraph: Francoforte, 23. — La Gazzetta di Francoforte dice che l'imperatore Napoleone s'incontrerà col re di Prussia nella prossima settimana a Baden. — [1194, 1454, 1445, 1516]
adjacent-page-fragment: rono — [3, 978, 30, 991]
paragraph-body: Tutto era riuscito a meraviglia fino allo scoppio della bomba finale, che esplose con tanta violenza, da ferire gravemente colle sue schegge sette persone, fra le quali due soldati dei bersaglieri di marina. — [921, 610, 1173, 703]
borsa-row — [1194, 2105, 1445, 2117]
adjacent-page-fragment: ontro — [3, 304, 35, 317]
adjacent-page-fragment: nuno — [3, 1562, 32, 1575]
borsa-value: 65 35 — [1379, 2022, 1407, 2033]
adjacent-page-fragment: torre — [3, 289, 33, 302]
borsa-value: 65 40 — [1416, 1986, 1443, 1998]
borsa-row — [1194, 2093, 1445, 2105]
article-paragraph: Abd-el-Kader si è recato a Brest, accompagnato da un interprete e da cinque arabi per assistere alle feste marittime che si danno in quella città. Egli ha preso alloggio presso il signor Gusson, ricevitore generale del dipartimento e genero del maresciallo Bugeaud. — [376, 507, 628, 632]
article-paragraph: Ancona. — Dal mezzodì del 22 al mezzodì del 23, attaccati di cholera 21, morti 2, oltre a 17 morti dei giorni precedenti. — [921, 2230, 1173, 2291]
adjacent-page-fragment: pubblico — [3, 1323, 53, 1335]
col4-bollettino-text — [922, 2229, 1173, 2292]
adjacent-page-fragment: le pre — [3, 229, 37, 242]
article-paragraph: Trattasi adunque di un accomodamento molto più generale che avrebbe luogo fra il re di Prussia, l'imperatore d'Austria e l'imperatore Napoleone III, i quali s'incontrerebbero in un tempo vicino. Essi rinnoverebbero la carta geografica dell'Europa come già volle farlo un tempo il Congresso. La Francia la frontiera del Reno, i Principati Danubiani all'Austria, ma in quanto alla questione speciale dello Slesvig-Holstein, il granduca Oldenburgo prenderebbe i ducati dopo aver ceduto l'Oldenburgo alla Prussia, mentre all'Austria come indennità toccherebbero 30 milioni di talleri. Quello che havvi di bello in queste combinazioni aeree si è che quando si parla dell'Austria vi ha sempre una qualche somma di danaro offerta; danaro per la Venezia, danaro per i ducati, danaro sempre. Si sa benissimo che lo Stato il quale ne ha maggior bisogno ed ecco perchè si fa entrare quell'ingrediente in ogni combinazione per renderla più attendibile. — [376, 1129, 628, 1522]
borsa-header: 22 — [1395, 1938, 1408, 1950]
double-separator — [922, 888, 1173, 890]
borsa-value — [1408, 2141, 1444, 2152]
borsa-row — [1194, 2046, 1445, 2057]
article-paragraph: 2. Un R. decreto del 13 agosto, con il quale, sulla proposta del Ministro della guerra, S. M. ha promosso a grand'ufficiale dell'ordine mauriziano il luogotenente generale commendatore Emanuele Chiabrera, comandante la divisione militare territoriale di Ancona, per la coraggiosa e nobile condotta da lui tenuta durante l'imperversare del cholera in quella città. — [649, 609, 900, 765]
adjacent-page-fragment: adere, — [3, 439, 40, 452]
adjacent-page-fragment: egola — [3, 1263, 35, 1276]
article-paragraph: Nella Gazzetta Ufficiale d'oggi si legge: — [921, 1520, 1173, 1550]
borsa-row — [1194, 2022, 1445, 2034]
article-paragraph: D'ordine del procuratore del Re, martedì fu sequestrato il giornale La Vespa. — [649, 2244, 900, 2290]
column-3 — [639, 73, 911, 2339]
dispatch-paragraph: Lisbona, 22. — Il principe Amedeo parti per l'Italia. Credesi che egli parta scontento a motivo del rifiuto del Nunzio pontificio di accettare il Re Vittorio Emanuele come padrino. Regna grande commozione negli animi per questa condotta del Nunzio e per la debolezza dimostrata dal governo in quella circostanza. — [1194, 1310, 1445, 1450]
article-paragraph: La flotta federale invitò il signor Brigh a New-York ed il celebre oratore accettò l'invito. Gli americani hanno naturalmente la più grande ammirazione per questo uomo politico che non cessò mai di combattere alla tribuna per essi anche quando la maggioranza degli inglesi era loro contraria. — [376, 1941, 628, 2066]
borsa-row — [1194, 2156, 1445, 2167]
adjacent-page-fragment: sere — [3, 499, 28, 512]
article-paragraph: L'oste però, non essendo punto contento di vedersi defraudato del suo avere, insegui per la via i due gastronomi senza danaro e riuscì a farli arrestare come truffatori. — [921, 187, 1173, 264]
article-paragraph: Cassa la denunciata sentenza della Corte di appello di Torino, in data del 31 marzo ultimo scorso, ecc. — [104, 505, 355, 551]
adjacent-page-fragment: pri- — [3, 334, 24, 347]
dispatch-paragraph: Costantinopoli, 21. — Il cholera decresce rapidamente. La Borsa fu riaperta. — [1194, 1634, 1445, 1680]
borsa-row — [1194, 1998, 1445, 2010]
newspaper-page — [77, 10, 1467, 2435]
adjacent-page-fragment: rapidi — [3, 1727, 37, 1740]
separator — [392, 944, 612, 945]
adjacent-page-fragment: si doi — [3, 1637, 34, 1650]
heading-notizie-interne: NOTIZIE INTERNE E FATTI VARII — [933, 343, 1161, 377]
borsa-value — [1371, 2141, 1408, 2152]
adjacent-page-fragment: stitui — [3, 454, 33, 467]
borsa-value: 89 7/8 — [1376, 1974, 1407, 1986]
borsa-value: 485 — [1389, 2069, 1407, 2081]
torino-table — [1194, 2156, 1445, 2179]
dispatch-paragraph: Dal primo maggio furono licenziati 700 mila uomini; 330,000 rimangono in servizio attivo. — [1194, 1846, 1445, 1891]
adjacent-page-fragment: ore — [3, 1308, 22, 1321]
adjacent-page-fragment: e al — [3, 319, 24, 332]
article-paragraph: Col prossimo mese di settembre sarà chiuso l'ufficio di stralcio della pubblica istruzione in Torino, e così a quella data sarà al tutto compiuto il trasferimento del suddetto Ministero. — [921, 1104, 1173, 1181]
dispatch-paragraph: Nuova York, 12. — I capi dell'ultima insurrezione della Carolina del Nord hanno festeggiato il ritorno alle proprie case dei veterani separatisti. Le autorità hanno proibito un pubblico banchetto che si era preparato in onore di questi. — [1194, 1519, 1445, 1612]
borsa-row — [1194, 2034, 1445, 2046]
adjacent-page-fragment: li — [3, 1442, 11, 1455]
adjacent-page-fragment: o, gli — [3, 1667, 32, 1680]
adjacent-page-fragment: ie che — [3, 349, 38, 362]
borsa-label: Torino, 23. Rendita italiana . . — [1195, 2156, 1336, 2167]
adjacent-page-fragment: io en — [3, 364, 32, 377]
run-in-title: Disastro. — [936, 772, 996, 787]
adjacent-page-fragment: ta si — [3, 574, 28, 587]
adjacent-page-fragment: del — [3, 694, 21, 706]
borsa-value — [1408, 2010, 1444, 2022]
adjacent-page-fragment: Statuto — [3, 1472, 46, 1485]
gerente-signature: Giovanni Rombaldo, Gerente. — [1242, 2202, 1397, 2214]
separator — [937, 336, 1157, 337]
borsa-title: NOTIZIE DI BORSA — [1262, 1905, 1377, 1918]
column-2 — [367, 73, 639, 2435]
